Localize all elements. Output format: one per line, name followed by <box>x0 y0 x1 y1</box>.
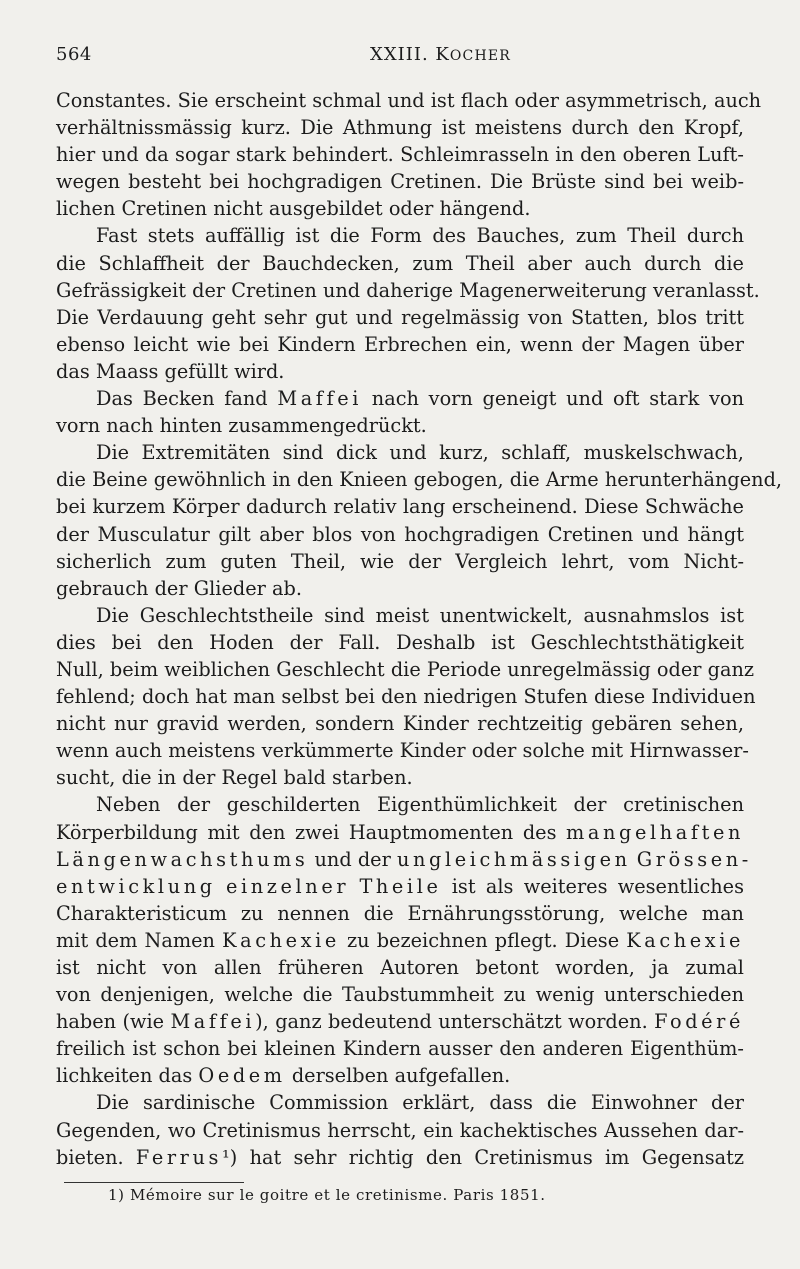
footnote-divider <box>64 1182 244 1183</box>
text-line: fehlend; doch hat man selbst bei den niedrigen Stufen diese Individuen <box>56 685 756 709</box>
text-line: nicht nur gravid werden, sondern Kinder rechtzeitig gebären sehen, <box>56 712 744 736</box>
text-line: ebenso leicht wie bei Kindern Erbrechen ein, wenn der Magen über <box>56 332 744 356</box>
author-initial: K <box>435 44 450 65</box>
text-line: sucht, die in der Regel bald starben. <box>56 766 413 790</box>
text-line: haben (wie Maffei), ganz bedeutend unterschätzt worden. Fodéré <box>56 1010 745 1034</box>
author-name-smallcaps: OCHER <box>449 48 512 64</box>
text-line: das Maass gefüllt wird. <box>56 359 285 383</box>
text-line: dies bei den Hoden der Fall. Deshalb ist Geschlechtsthätigkeit <box>56 630 744 654</box>
text-line: Constantes. Sie erscheint schmal und ist flach oder asymmetrisch, auch <box>56 89 762 112</box>
footnote: 1) Mémoire sur le goitre et le cretinisme. Paris 1851. <box>108 1186 546 1204</box>
text-line: verhältnissmässig kurz. Die Athmung ist meistens durch den Kropf, <box>56 116 745 140</box>
text-line: die Schlaffheit der Bauchdecken, zum Theil aber auch durch die <box>56 251 744 275</box>
text-line: Die Geschlechtstheile sind meist unentwickelt, ausnahmslos ist <box>96 603 744 627</box>
text-line: Fast stets auffällig ist die Form des Bauches, zum Theil durch <box>96 224 745 248</box>
text-line: die Beine gewöhnlich in den Knieen gebogen, die Arme herunterhängend, <box>56 468 783 492</box>
text-line: wegen besteht bei hochgradigen Cretinen. Die Brüste sind bei weib- <box>56 170 744 194</box>
text-line: gebrauch der Glieder ab. <box>56 576 302 600</box>
text-line: Neben der geschilderten Eigenthümlichkeit der cretinischen <box>96 793 745 817</box>
text-line: hier und da sogar stark behindert. Schleimrasseln in den oberen Luft- <box>56 143 744 167</box>
text-line: vorn nach hinten zusammengedrückt. <box>56 414 427 438</box>
text-line: bieten. Ferrus¹) hat sehr richtig den Cretinismus im Gegensatz <box>56 1145 745 1169</box>
text-line: mit dem Namen Kachexie zu bezeichnen pflegt. Diese Kachexie <box>56 928 745 952</box>
text-line: freilich ist schon bei kleinen Kindern ausser den anderen Eigenthüm- <box>56 1037 744 1061</box>
text-line: lichkeiten das Oedem derselben aufgefallen. <box>56 1064 511 1088</box>
text-line: bei kurzem Körper dadurch relativ lang erscheinend. Diese Schwäche <box>56 495 744 519</box>
text-line: wenn auch meistens verkümmerte Kinder oder solche mit Hirnwasser- <box>56 739 749 763</box>
text-line: Gefrässigkeit der Cretinen und daherige Magenerweiterung veranlasst. <box>56 278 760 302</box>
text-line: Die Extremitäten sind dick und kurz, schlaff, muskelschwach, <box>96 441 744 465</box>
text-line: Gegenden, wo Cretinismus herrscht, ein kachektisches Aussehen dar- <box>56 1118 744 1142</box>
text-line: Körperbildung mit den zwei Hauptmomenten des mangelhaften <box>56 820 744 844</box>
text-line: Längenwachsthums und der ungleichmässigen Grössen- <box>56 847 752 871</box>
text-line: Null, beim weiblichen Geschlecht die Periode unregelmässig oder ganz <box>56 657 755 681</box>
text-line: ist nicht von allen früheren Autoren betont worden, ja zumal <box>56 956 744 979</box>
chapter-number: XXIII. <box>370 44 429 65</box>
text-line: lichen Cretinen nicht ausgebildet oder hängend. <box>56 197 531 221</box>
text-line: entwicklung einzelner Theile ist als weiteres wesentliches <box>56 874 744 898</box>
text-line: Die sardinische Commission erklärt, dass die Einwohner der <box>96 1091 745 1115</box>
text-line: Charakteristicum zu nennen die Ernährungsstörung, welche man <box>56 901 744 925</box>
page-number: 564 <box>56 44 92 65</box>
text-line: von denjenigen, welche die Taubstummheit zu wenig unterschieden <box>56 983 745 1007</box>
text-line: der Musculatur gilt aber blos von hochgradigen Cretinen und hängt <box>56 522 744 546</box>
body-text <box>56 87 783 1171</box>
running-title <box>370 44 511 65</box>
running-header <box>56 44 746 74</box>
text-line: Das Becken fand Maffei nach vorn geneigt und oft stark von <box>96 387 744 411</box>
text-line: Die Verdauung geht sehr gut und regelmässig von Statten, blos tritt <box>56 305 744 329</box>
text-line: sicherlich zum guten Theil, wie der Vergleich lehrt, vom Nicht- <box>56 549 744 573</box>
